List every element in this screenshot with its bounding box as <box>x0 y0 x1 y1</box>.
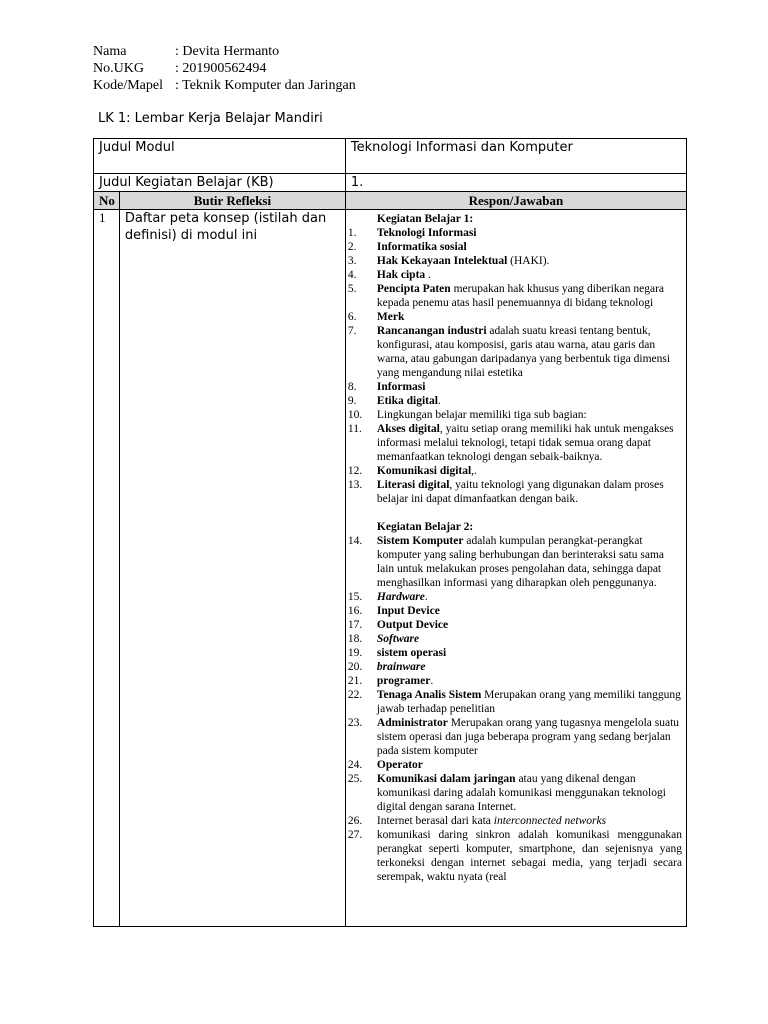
item-term: Komunikasi dalam jaringan <box>376 773 516 785</box>
item-number: 21. <box>347 675 363 687</box>
list-item <box>346 828 682 884</box>
item-term: Informatika sosial <box>376 241 467 253</box>
list-item <box>346 394 682 408</box>
refleksi-cell: Daftar peta konsep (istilah dan definisi) di modul ini <box>119 210 345 927</box>
item-term: Tenaga Analis Sistem <box>376 689 482 701</box>
list-item <box>346 478 682 506</box>
list-item <box>346 310 682 324</box>
item-definition: Merupakan orang yang memiliki tanggung jawab terhadap penelitian <box>376 689 681 715</box>
item-number: 15. <box>347 591 363 603</box>
ukg-label: No.UKG <box>93 61 144 76</box>
item-term: Operator <box>376 759 423 771</box>
item-definition: ,. <box>471 465 477 477</box>
item-term: Software <box>376 633 420 645</box>
item-definition: atau yang dikenal dengan komunikasi daring adalah komunikasi menggunakan teknologi digital dengan sarana Internet. <box>376 773 666 813</box>
item-definition: . <box>437 395 441 407</box>
item-term: Output Device <box>376 619 449 631</box>
item-definition: , yaitu setiap orang memiliki hak untuk mengakses informasi melalui teknologi, tetapi tidak semua orang dapat memanfaatkan teknologi dengan sebaik-baiknya. <box>376 423 674 463</box>
item-number: 17. <box>347 619 363 631</box>
list-item <box>346 380 682 394</box>
item-term: Etika digital <box>376 395 438 407</box>
kode-label: Kode/Mapel <box>93 78 163 93</box>
item-text <box>377 464 682 478</box>
page-title: LK 1: Lembar Kerja Belajar Mandiri <box>98 111 323 126</box>
list-item <box>346 660 682 674</box>
kode-value: : Teknik Komputer dan Jaringan <box>175 78 356 93</box>
item-term: Rancanangan industri <box>376 325 487 337</box>
kb2-list <box>346 534 682 884</box>
item-number: 25. <box>347 773 363 785</box>
item-number: 4. <box>347 269 357 281</box>
kb1-title: Kegiatan Belajar 1: <box>376 213 474 225</box>
item-term: Hak Kekayaan Intelektual <box>376 255 508 267</box>
item-text <box>377 380 682 394</box>
kb1-list <box>346 226 682 506</box>
item-number: 19. <box>347 647 363 659</box>
item-text <box>377 282 682 310</box>
item-text <box>377 422 682 464</box>
item-text <box>377 716 682 758</box>
item-number: 1. <box>347 227 357 239</box>
list-item <box>346 268 682 282</box>
list-item <box>346 814 682 828</box>
item-text <box>377 660 682 674</box>
item-text <box>377 590 682 604</box>
item-definition: Merupakan orang yang tugasnya mengelola suatu sistem operasi dan juga beberapa program yang sedang berjalan pada sistem komputer <box>376 717 680 757</box>
col-butir-header: Butir Refleksi <box>119 192 345 210</box>
ukg-row <box>93 60 356 77</box>
item-text <box>377 268 682 282</box>
list-item <box>346 716 682 758</box>
item-text <box>377 674 682 688</box>
list-item <box>346 758 682 772</box>
item-number: 22. <box>347 689 363 701</box>
list-item <box>346 674 682 688</box>
list-item <box>346 408 682 422</box>
list-item <box>346 590 682 604</box>
item-text <box>377 534 682 590</box>
list-item <box>346 534 682 590</box>
item-definition: Lingkungan belajar memiliki tiga sub bagian: <box>376 409 587 421</box>
list-item <box>346 618 682 632</box>
item-term: Sistem Komputer <box>376 535 464 547</box>
item-number: 23. <box>347 717 363 729</box>
item-definition: adalah suatu kreasi tentang bentuk, konfigurasi, atau komposisi, garis atau warna, atau garis dan warna, atau gabungan daripadanya yang berbentuk tiga dimensi yang mengandung nilai estetika <box>376 325 671 379</box>
item-term: Hardware <box>376 591 425 603</box>
list-item <box>346 632 682 646</box>
item-definition: . <box>424 591 428 603</box>
item-definition: . <box>425 269 431 281</box>
respon-cell <box>345 210 686 927</box>
judul-modul-label: Judul Modul <box>94 139 346 174</box>
item-text <box>377 758 682 772</box>
nama-value: : Devita Hermanto <box>175 44 280 59</box>
item-definition: merupakan hak khusus yang diberikan negara kepada penemu atas hasil penemuannya di bidang teknologi <box>376 283 665 309</box>
item-definition: adalah kumpulan perangkat-perangkat komputer yang saling berhubungan dan berinteraksi satu sama lain untuk melakukan proses pengolahan data, sehingga dapat menghasilkan informasi yang diharapkan oleh penggunanya. <box>376 535 665 589</box>
item-italic-text: interconnected networks <box>493 815 607 827</box>
item-text <box>377 394 682 408</box>
item-number: 8. <box>347 381 357 393</box>
item-text <box>377 478 682 506</box>
item-text <box>377 828 682 884</box>
row-number: 1 <box>94 210 120 927</box>
kode-row <box>93 77 356 94</box>
item-number: 7. <box>347 325 357 337</box>
list-item <box>346 254 682 268</box>
list-item <box>346 324 682 380</box>
item-text <box>377 618 682 632</box>
item-term: Input Device <box>376 605 440 617</box>
list-item <box>346 422 682 464</box>
item-text <box>377 226 682 240</box>
item-term: Literasi digital <box>376 479 450 491</box>
list-item <box>346 772 682 814</box>
item-term: Hak cipta <box>376 269 426 281</box>
judul-kb-label: Judul Kegiatan Belajar (KB) <box>94 174 346 192</box>
identity-header <box>93 43 356 94</box>
list-item <box>346 282 682 310</box>
item-number: 11. <box>347 423 362 435</box>
nama-row <box>93 43 356 60</box>
item-term: Informasi <box>376 381 426 393</box>
list-item <box>346 464 682 478</box>
item-number: 12. <box>347 465 363 477</box>
item-number: 24. <box>347 759 363 771</box>
item-number: 16. <box>347 605 363 617</box>
item-number: 26. <box>347 815 363 827</box>
kb2-title: Kegiatan Belajar 2: <box>376 521 474 533</box>
item-term: Teknologi Informasi <box>376 227 477 239</box>
item-number: 14. <box>347 535 363 547</box>
item-number: 20. <box>347 661 363 673</box>
item-definition: . <box>430 675 434 687</box>
list-item <box>346 226 682 240</box>
item-text <box>377 254 682 268</box>
item-term: programer <box>376 675 431 687</box>
item-number: 13. <box>347 479 363 491</box>
item-term: Pencipta Paten <box>376 283 451 295</box>
item-number: 2. <box>347 241 357 253</box>
item-term: sistem operasi <box>376 647 447 659</box>
item-term: Akses digital <box>376 423 440 435</box>
item-number: 10. <box>347 409 363 421</box>
item-definition: (HAKI). <box>507 255 550 267</box>
list-item <box>346 604 682 618</box>
item-term: Administrator <box>376 717 448 729</box>
item-text <box>377 688 682 716</box>
list-item <box>346 646 682 660</box>
judul-kb-value: 1. <box>345 174 686 192</box>
item-text <box>377 772 682 814</box>
item-number: 5. <box>347 283 357 295</box>
item-term: Merk <box>376 311 405 323</box>
list-item <box>346 688 682 716</box>
item-text <box>377 632 682 646</box>
col-no-header: No <box>94 192 120 210</box>
ukg-value: : 201900562494 <box>175 61 267 76</box>
item-text <box>377 814 682 828</box>
item-number: 18. <box>347 633 363 645</box>
nama-label: Nama <box>93 44 127 59</box>
item-term: Komunikasi digital <box>376 465 472 477</box>
item-text <box>377 646 682 660</box>
item-text <box>377 324 682 380</box>
item-text <box>377 604 682 618</box>
item-number: 27. <box>347 829 363 841</box>
item-text <box>377 240 682 254</box>
item-number: 6. <box>347 311 357 323</box>
item-text <box>377 408 682 422</box>
judul-modul-value: Teknologi Informasi dan Komputer <box>345 139 686 174</box>
item-definition: komunikasi daring sinkron adalah komunikasi menggunakan perangkat seperti komputer, smartphone, dan sejenisnya yang terkoneksi dengan internet sebagai media, yang terjadi secara serempak, waktu nyata (real <box>376 829 682 883</box>
item-number: 3. <box>347 255 357 267</box>
worksheet-table <box>93 138 687 927</box>
item-number: 9. <box>347 395 357 407</box>
list-item <box>346 240 682 254</box>
item-text <box>377 310 682 324</box>
item-term: brainware <box>376 661 426 673</box>
col-respon-header: Respon/Jawaban <box>345 192 686 210</box>
item-definition: , yaitu teknologi yang digunakan dalam proses belajar ini dapat dimanfaatkan dengan baik. <box>376 479 664 505</box>
item-definition: Internet berasal dari kata <box>376 815 494 827</box>
